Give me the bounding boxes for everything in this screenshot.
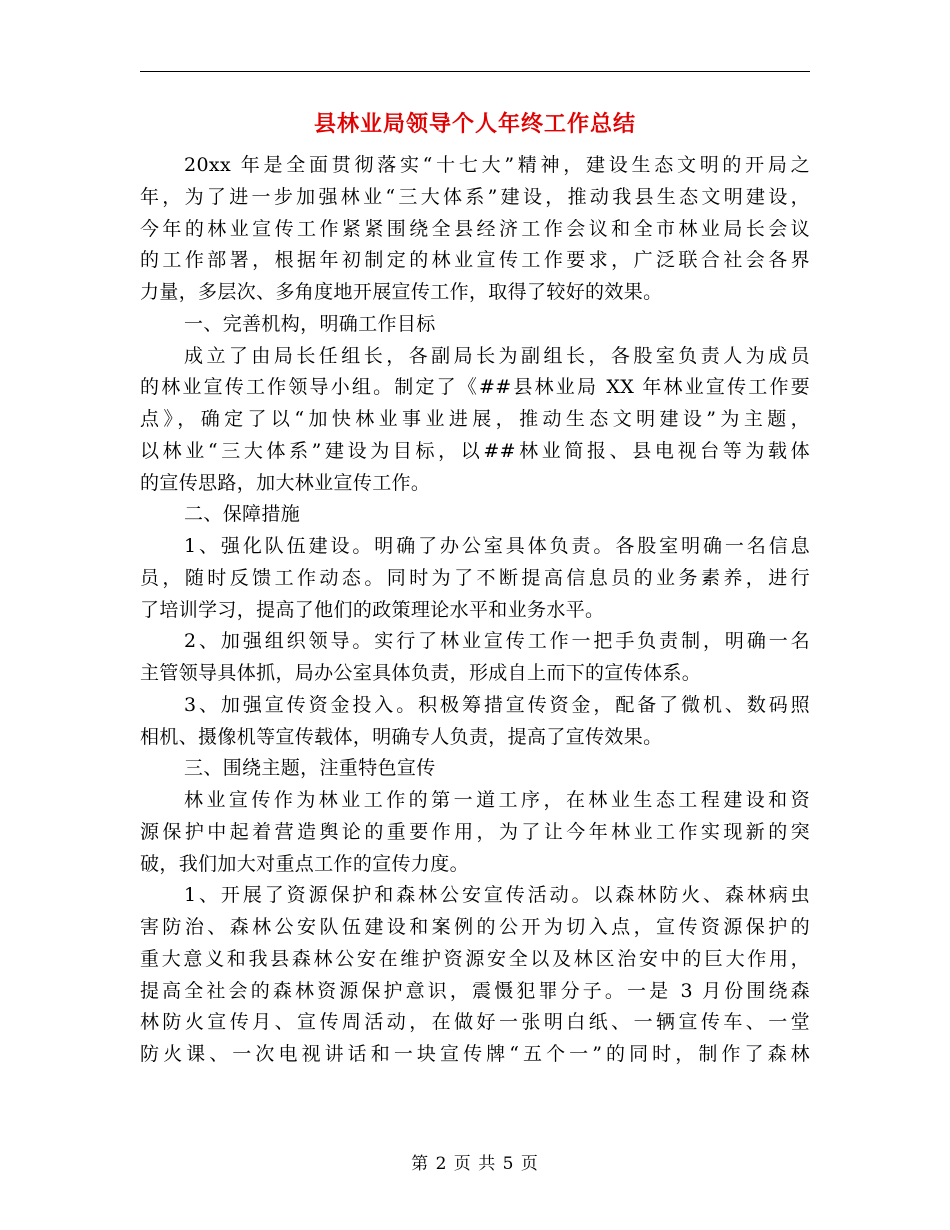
document-body	[140, 150, 810, 1071]
header-rule	[140, 71, 810, 72]
text-line: 一、完善机构，明确工作目标	[184, 312, 436, 335]
text-line: 相机、摄像机等宣传载体，明确专人负责，提高了宣传效果。	[140, 725, 663, 748]
text-line: 三、围绕主题，注重特色宣传	[184, 757, 436, 780]
text-line: 提高全社会的森林资源保护意识，震慑犯罪分子。一是 3 月份围绕森	[140, 979, 810, 1002]
text-line: 员，随时反馈工作动态。同时为了不断提高信息员的业务素养，进行	[140, 566, 810, 589]
text-line: 20xx 年是全面贯彻落实“十七大”精神，建设生态文明的开局之	[184, 154, 810, 176]
text-line: 二、保障措施	[184, 503, 301, 526]
text-line: 成立了由局长任组长，各副局长为副组长，各股室负责人为成员	[184, 344, 810, 367]
text-line: 破，我们加大对重点工作的宣传力度。	[140, 852, 469, 875]
text-line: 重大意义和我县森林公安在维护资源安全以及林区治安中的巨大作用，	[140, 947, 810, 970]
text-line: 2、加强组织领导。实行了林业宣传工作一把手负责制，明确一名	[184, 630, 810, 653]
text-line: 年，为了进一步加强林业“三大体系”建设，推动我县生态文明建设，	[140, 185, 810, 208]
page-footer: 第 2 页 共 5 页	[411, 1154, 539, 1174]
text-line: 今年的林业宣传工作紧紧围绕全县经济工作会议和全市林业局长会议	[140, 217, 810, 240]
text-line: 3、加强宣传资金投入。积极筹措宣传资金，配备了微机、数码照	[184, 693, 810, 716]
text-line: 点》，确定了以“加快林业事业进展，推动生态文明建设”为主题，	[140, 408, 810, 430]
text-line: 力量，多层次、多角度地开展宣传工作，取得了较好的效果。	[140, 281, 663, 303]
text-line: 的林业宣传工作领导小组。制定了《##县林业局 XX 年林业宣传工作要	[140, 376, 810, 399]
text-line: 1、强化队伍建设。明确了办公室具体负责。各股室明确一名信息	[184, 535, 810, 557]
text-line: 了培训学习，提高了他们的政策理论水平和业务水平。	[140, 598, 605, 621]
text-line: 以林业“三大体系”建设为目标，以##林业简报、县电视台等为载体	[140, 439, 810, 462]
text-line: 林防火宣传月、宣传周活动，在做好一张明白纸、一辆宣传车、一堂	[140, 1011, 810, 1034]
text-line: 林业宣传作为林业工作的第一道工序，在林业生态工程建设和资	[184, 789, 810, 811]
text-line: 主管领导具体抓，局办公室具体负责，形成自上而下的宣传体系。	[140, 662, 702, 684]
text-line: 的宣传思路，加大林业宣传工作。	[140, 471, 431, 494]
text-line: 防火课、一次电视讲话和一块宣传牌“五个一”的同时，制作了森林	[140, 1043, 810, 1065]
text-line: 害防治、森林公安队伍建设和案例的公开为切入点，宣传资源保护的	[140, 916, 810, 938]
document-title: 县林业局领导个人年终工作总结	[313, 112, 636, 137]
text-line: 1、开展了资源保护和森林公安宣传活动。以森林防火、森林病虫	[184, 884, 810, 907]
text-line: 的工作部署，根据年初制定的林业宣传工作要求，广泛联合社会各界	[140, 249, 810, 272]
text-line: 源保护中起着营造舆论的重要作用，为了让今年林业工作实现新的突	[140, 820, 810, 843]
